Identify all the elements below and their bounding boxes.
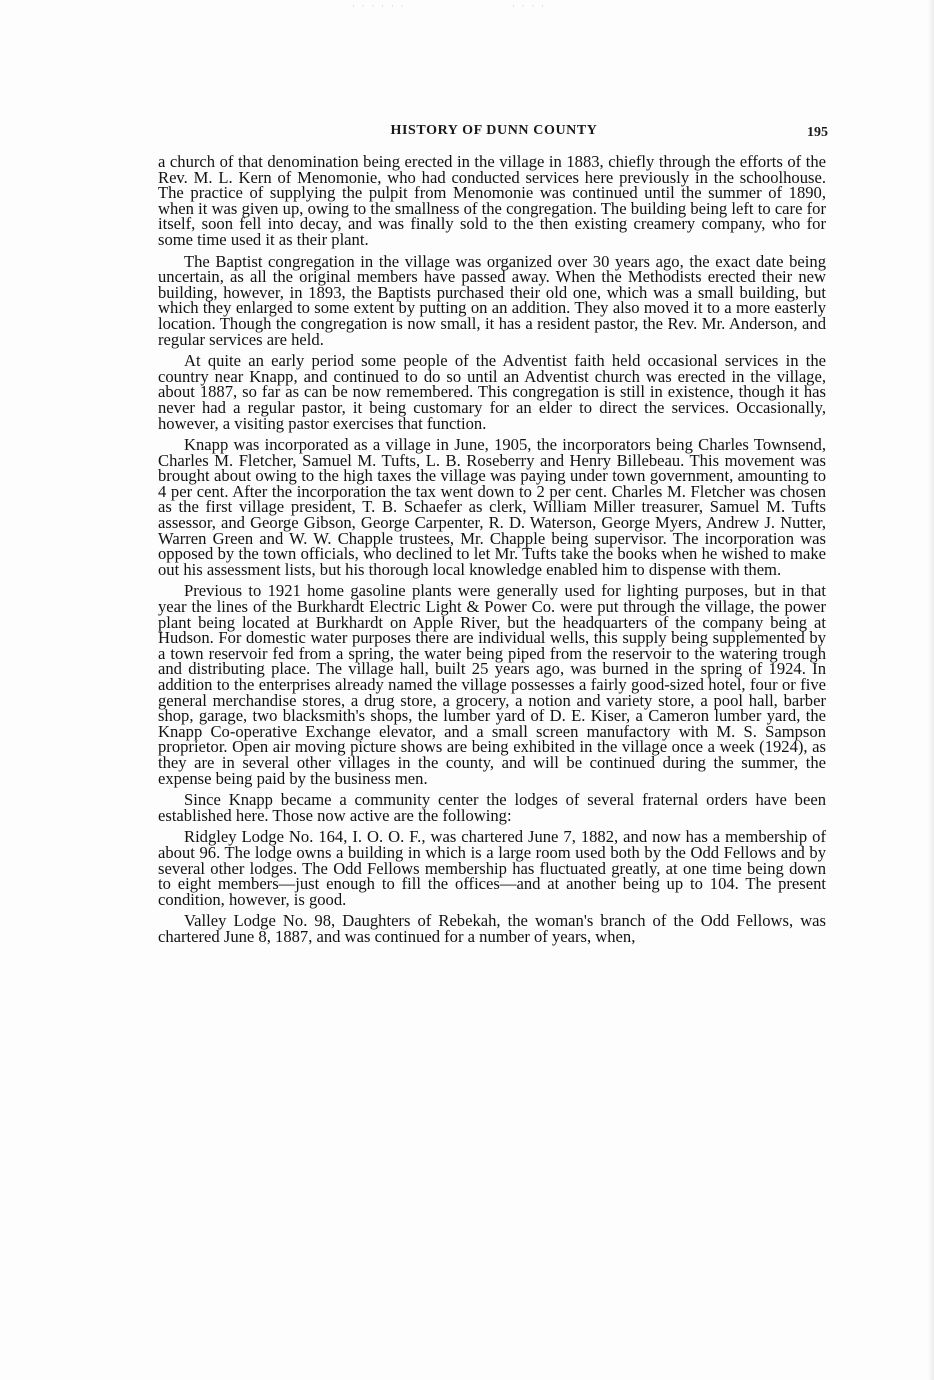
scan-artifact: · · · · · · (352, 2, 406, 12)
paragraph: Knapp was incorporated as a village in June, 1905, the incorporators being Charles Townsend, Charles M. Fletcher, Samuel M. Tufts, L. B. Roseberry and Henry Billebeau. This movement was brought about owing to the high taxes the village was paying under town government, amounting to 4 per cent. After the incorporation the tax went down to 2 per cent. Charles M. Fletcher was chosen as the first village president, T. B. Schaefer as clerk, William Miller treasurer, Samuel M. Tufts assessor, and George Gibson, George Carpenter, R. D. Waterson, George Myers, Andrew J. Nutter, Warren Green and W. W. Chapple trustees, Mr. Chapple being supervisor. The incorporation was opposed by the town officials, who declined to let Mr. Tufts take the books when he wished to make out his assessment lists, but his thorough local knowledge enabled him to dispense with them. (158, 435, 826, 579)
page-number: 195 (807, 125, 828, 140)
paragraph: Ridgley Lodge No. 164, I. O. O. F., was chartered June 7, 1882, and now has a membership of about 96. The lodge owns a building in which is a large room used both by the Odd Fellows and by several other lodges. The Odd Fellows membership has fluctuated greatly, at one time being down to eight members—just enough to fill the offices—and at another being up to 104. The present condition, however, is good. (158, 827, 826, 909)
paragraph: a church of that denomination being erected in the village in 1883, chiefly through the efforts of the Rev. M. L. Kern of Menomonie, who had conducted services here previously in the schoolhouse. The practice of supplying the pulpit from Menomonie was continued until the summer of 1890, when it was given up, owing to the smallness of the congregation. The building being left to care for itself, soon fell into decay, and was finally sold to the then existing creamery company, who for some time used it as their plant. (158, 152, 826, 249)
paragraph: The Baptist congregation in the village was organized over 30 years ago, the exact date being uncertain, as all the original members have passed away. When the Methodists erected their new building, however, in 1893, the Baptists purchased their old one, which was a small building, but which they enlarged to some extent by putting on an addition. They also moved it to a more easterly location. Though the congregation is now small, it has a resident pastor, the Rev. Mr. Anderson, and regular services are held. (158, 251, 826, 349)
page-edge-shadow (928, 0, 934, 1380)
scan-artifact: · · · · (512, 2, 547, 12)
page-title: HISTORY OF DUNN COUNTY (390, 123, 598, 138)
paragraph: Since Knapp became a community center the lodges of several fraternal orders have been established here. Those now active are the following: (158, 790, 826, 825)
running-header (160, 123, 828, 145)
body-text (158, 154, 826, 951)
paragraph: At quite an early period some people of the Adventist faith held occasional services in the country near Knapp, and continued to do so until an Adventist church was erected in the village, about 1887, so far as can be now remembered. This congregation is still in existence, though it has never had a regular pastor, it being customary for an elder to direct the services. Occasionally, however, a visiting pastor exercises that function. (158, 351, 826, 433)
paragraph: Valley Lodge No. 98, Daughters of Rebekah, the woman's branch of the Odd Fellows, was chartered June 8, 1887, and was continued for a number of years, when, (158, 911, 826, 946)
paragraph: Previous to 1921 home gasoline plants were generally used for lighting purposes, but in that year the lines of the Burkhardt Electric Light & Power Co. were put through the village, the power plant being located at Burkhardt on Apple River, but the headquarters of the company being at Hudson. For domestic water purposes there are individual wells, this supply being supplemented by a town reservoir fed from a spring, the water being piped from the reservoir to the watering trough and distributing place. The village hall, built 25 years ago, was burned in the spring of 1924. In addition to the enterprises already named the village possesses a fairly good-sized hotel, four or five general merchandise stores, a drug store, a grocery, a notion and variety store, a pool hall, barber shop, garage, two blacksmith's shops, the lumber yard of D. E. Kiser, a Cameron lumber yard, the Knapp Co-operative Exchange elevator, and a small screen manufactory with M. S. Sampson proprietor. Open air moving picture shows are being exhibited in the village once a week (1924), as they are in several other villages in the county, and will be continued during the summer, the expense being paid by the business men. (158, 581, 826, 788)
